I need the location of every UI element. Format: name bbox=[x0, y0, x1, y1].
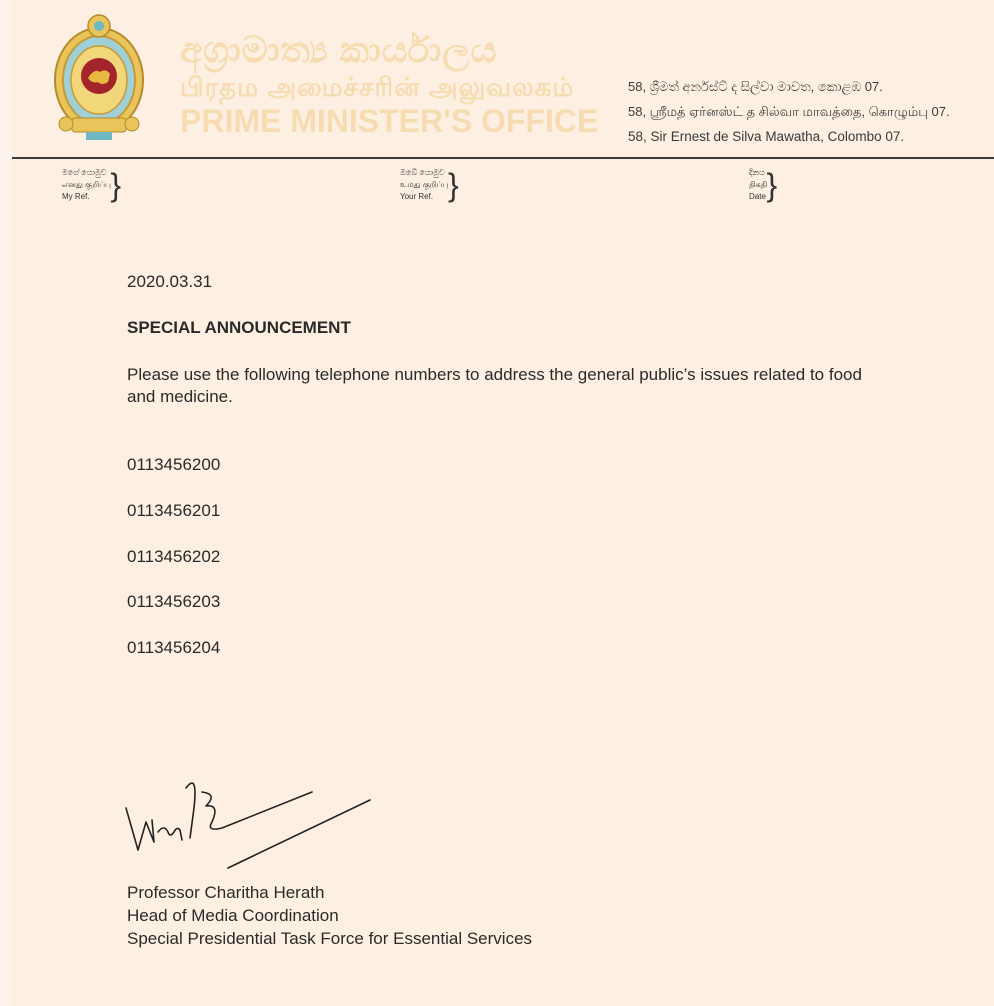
office-name-tamil: பிரதம அமைச்சரின் அலுவலகம் bbox=[180, 72, 575, 102]
signatory-title: Head of Media Coordination bbox=[127, 906, 339, 925]
date-ref-english: Date bbox=[749, 192, 766, 201]
letter-date: 2020.03.31 bbox=[127, 272, 213, 291]
phone-number: 0113456201 bbox=[127, 501, 221, 520]
address-english: 58, Sir Ernest de Silva Mawatha, Colombo 07. bbox=[628, 129, 905, 144]
phone-number: 0113456203 bbox=[127, 592, 221, 611]
letter-body: Please use the following telephone numbers to address the general public’s issues related to food and medicine. bbox=[127, 365, 862, 406]
my-ref-sinhala: මගේ යොමුව bbox=[62, 168, 107, 177]
office-address bbox=[628, 74, 950, 149]
your-ref-field bbox=[400, 167, 459, 203]
office-name bbox=[180, 30, 598, 138]
signature-icon bbox=[118, 770, 378, 875]
brace-icon: } bbox=[766, 167, 778, 203]
signatory-organization: Special Presidential Task Force for Essential Services bbox=[127, 929, 533, 948]
page-edge bbox=[0, 0, 12, 1006]
office-name-sinhala: අග්‍රාමාත්‍ය කාර්යාලය bbox=[180, 29, 498, 70]
my-ref-english: My Ref. bbox=[62, 192, 90, 201]
office-name-english: PRIME MINISTER'S OFFICE bbox=[180, 103, 599, 139]
sri-lanka-emblem-icon bbox=[50, 6, 148, 144]
my-ref-tamil: எனது குறிப்பு bbox=[62, 180, 112, 189]
address-sinhala: 58, ශ්‍රීමත් අර්නස්ට් ද සිල්වා මාවත, කොළඹ 07. bbox=[628, 79, 883, 94]
your-ref-sinhala: ඔබේ යොමුව bbox=[400, 168, 445, 177]
date-ref-sinhala: දිනය bbox=[749, 168, 765, 177]
brace-icon: } bbox=[448, 167, 459, 203]
phone-number: 0113456202 bbox=[127, 547, 221, 566]
phone-number: 0113456200 bbox=[127, 455, 221, 474]
address-tamil: 58, ஸ்ரீமத் ஏர்னஸ்ட் த சில்வா மாவத்தை, கொழும்பு 07. bbox=[628, 104, 950, 119]
signatory-name: Professor Charitha Herath bbox=[127, 883, 325, 902]
brace-icon: } bbox=[110, 167, 122, 203]
date-field bbox=[749, 167, 778, 203]
phone-number: 0113456204 bbox=[127, 638, 221, 657]
your-ref-tamil: உமது குறிப்பு bbox=[400, 180, 449, 189]
letter-heading: SPECIAL ANNOUNCEMENT bbox=[127, 318, 351, 337]
date-ref-tamil: திகதி bbox=[749, 180, 768, 189]
signatory-block bbox=[127, 881, 532, 950]
letterhead-divider bbox=[12, 157, 994, 159]
your-ref-english: Your Ref. bbox=[400, 192, 434, 201]
my-ref-field bbox=[62, 167, 122, 203]
